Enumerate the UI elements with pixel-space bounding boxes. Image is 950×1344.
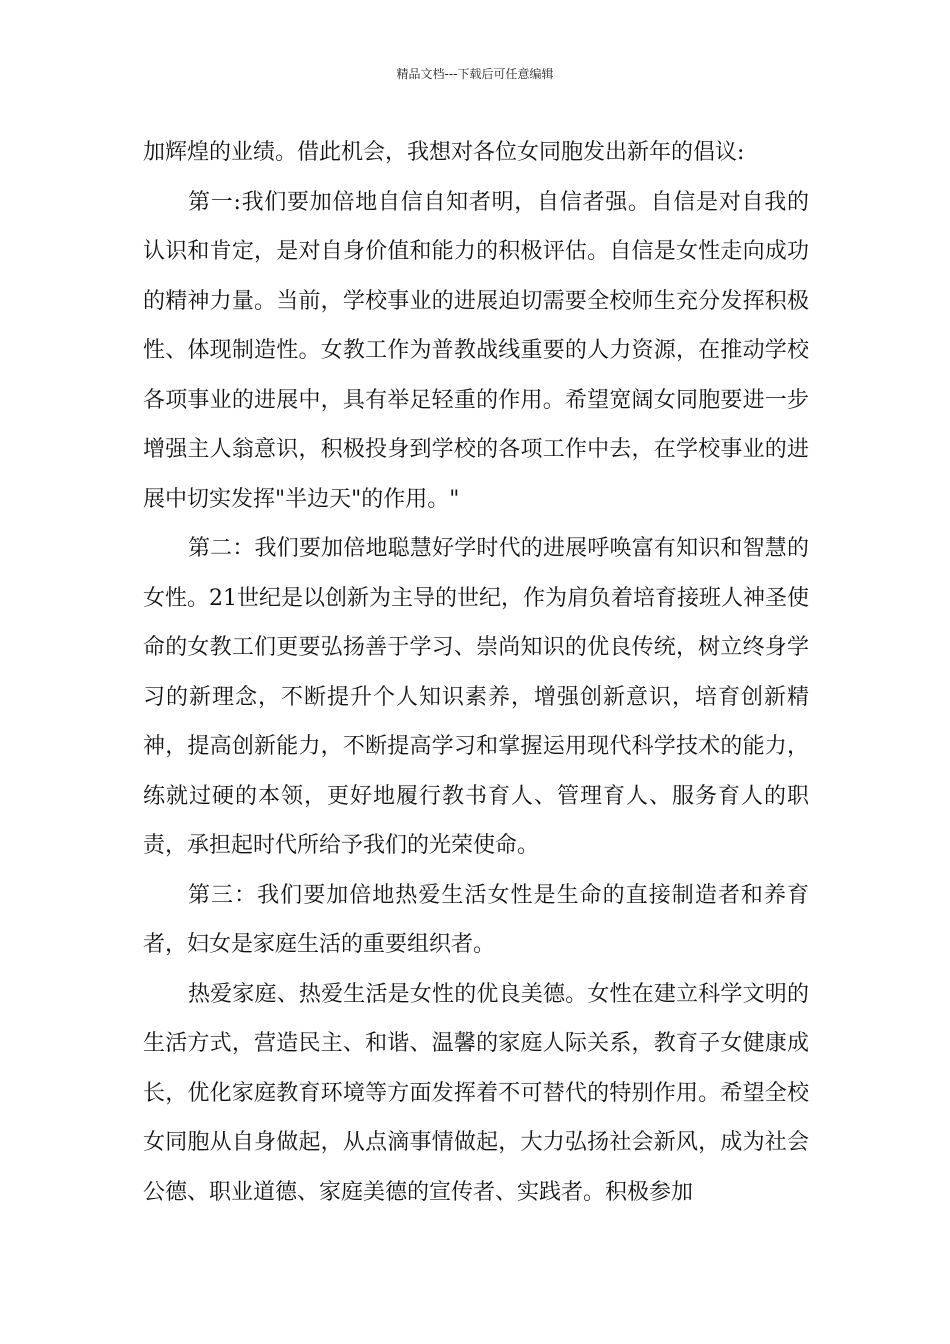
paragraph-continuation: 加辉煌的业绩。借此机会，我想对各位女同胞发出新年的倡议:	[143, 140, 745, 165]
paragraph-first-proposal: 第一:我们要加倍地自信自知者明，自信者强。自信是对自我的认识和肯定，是对自身价值和能力的积极评估。自信是女性走向成功的精神力量。当前，学校事业的进展迫切需要全校师生充分发挥积极性、体现制造性。女教工作为普教战线重要的人力资源，在推动学校各项事业的进展中，具有举足轻重的作用。希望宽阔女同胞要进一步增强主人翁意识，积极投身到学校的各项工作中去，在学校事业的进展中切实发挥"半边天"的作用。"	[143, 189, 809, 512]
paragraph-family-life: 热爱家庭、热爱生活是女性的优良美德。女性在建立科学文明的生活方式，营造民主、和谐、温馨的家庭人际关系，教育子女健康成长，优化家庭教育环境等方面发挥着不可替代的特别作用。希望全校女同胞从自身做起，从点滴事情做起，大力弘扬社会新风，成为社会公德、职业道德、家庭美德的宣传者、实践者。积极参加	[143, 981, 809, 1205]
document-body	[143, 128, 809, 1217]
paragraph-second-proposal: 第二：我们要加倍地聪慧好学时代的进展呼唤富有知识和智慧的女性。21世纪是以创新为主导的世纪，作为肩负着培育接班人神圣使命的女教工们更要弘扬善于学习、崇尚知识的优良传统，树立终身学习的新理念，不断提升个人知识素养，增强创新意识，培育创新精神，提高创新能力，不断提高学习和掌握运用现代科学技术的能力，练就过硬的本领，更好地履行教书育人、管理育人、服务育人的职责，承担起时代所给予我们的光荣使命。	[143, 536, 809, 858]
paragraph-third-proposal: 第三：我们要加倍地热爱生活女性是生命的直接制造者和养育者，妇女是家庭生活的重要组织者。	[143, 882, 809, 957]
page-header: 精品文档---下载后可任意编辑	[396, 67, 554, 81]
